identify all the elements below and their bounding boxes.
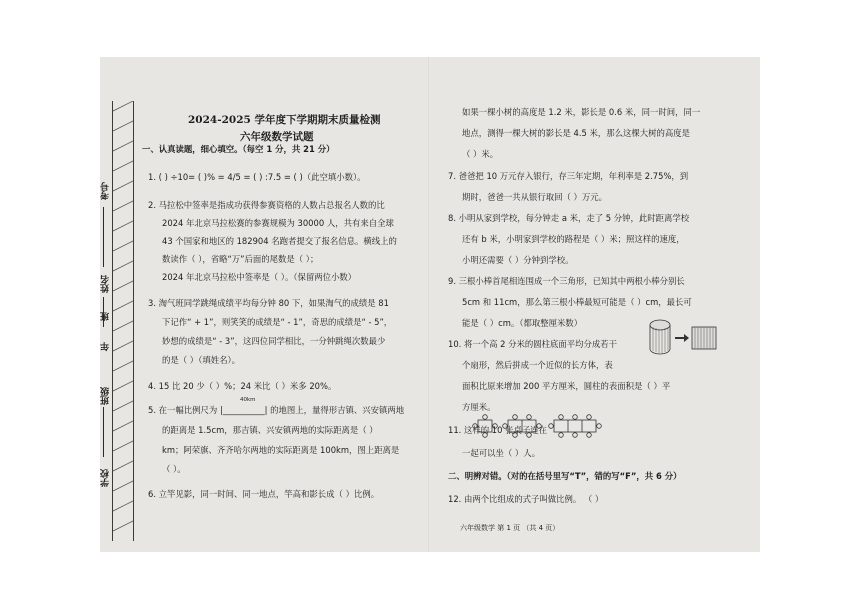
question-2-line-1: 2. 马拉松中签率是指成功获得参赛资格的人数占总报名人数的比 — [148, 200, 385, 210]
binding-margin — [112, 101, 134, 541]
question-9-line-2: 5cm 和 11cm，那么第三根小棒最短可能是（ ）cm，最长可 — [462, 297, 692, 307]
question-8-line-2: 还有 b 米，小明家到学校的路程是（ ）米；照这样的速度， — [462, 234, 685, 244]
label-banji: 班级 — [101, 387, 111, 405]
question-5-line-4: （ ）。 — [162, 464, 186, 474]
question-2-line-2: 2024 年北京马拉松赛的参赛规模为 30000 人，共有来自全球 — [162, 218, 394, 228]
question-6-cont-line-1: 如果一棵小树的高度是 1.2 米，影长是 0.6 米，同一时间，同一 — [462, 107, 701, 117]
question-7-line-2: 期时，爸爸一共从银行取回（ ）万元。 — [462, 192, 608, 202]
label-xingming: 姓名 — [101, 275, 111, 293]
question-8-line-1: 8. 小明从家到学校，每分钟走 a 米，走了 5 分钟，此时距离学校 — [448, 213, 690, 223]
question-3-line-2: 下记作“ + 1”，则笑笑的成绩是“ - 1”，奇思的成绩是“ - 5”， — [162, 317, 393, 327]
question-3-line-3: 妙想的成绩是“ - 3”，这四位同学相比，一分钟跳绳次数最少 — [162, 336, 386, 346]
question-2-line-4: 数读作（ ），省略“万”后面的尾数是（ ）； — [162, 254, 319, 264]
question-10-line-1: 10. 将一个高 2 分米的圆柱底面平均分成若干 — [448, 339, 618, 349]
kaohao-line — [103, 207, 104, 267]
question-5-line-1: 5. 在一幅比例尺为 |__________| 的地图上，量得形吉镇、兴安镇两地 — [148, 405, 405, 415]
question-2-line-5: 2024 年北京马拉松中签率是（ ）。（保留两位小数） — [162, 272, 357, 282]
page-fold — [428, 57, 430, 552]
question-12: 12. 由两个比组成的式子叫做比例。 （ ） — [448, 494, 604, 504]
question-3-line-4: 的是（ ）（填姓名）。 — [162, 355, 241, 365]
tables-seating-figure — [472, 412, 622, 440]
question-10-line-2: 个扇形，然后拼成一个近似的长方体，表 — [462, 360, 613, 370]
label-nian: 年 — [101, 342, 111, 351]
section-2-heading: 二、明辨对错。（对的在括号里写“T”，错的写“F”，共 6 分） — [448, 471, 682, 481]
question-9-line-3: 能是（ ）cm。（都取整厘米数） — [462, 318, 583, 328]
question-10-line-4: 方厘米。 — [462, 402, 496, 412]
question-6: 6. 立竿见影，同一时间、同一地点，竿高和影长成（ ）比例。 — [148, 489, 380, 499]
question-3-line-1: 3. 淘气班同学跳绳成绩平均每分钟 80 下，如果淘气的成绩是 81 — [148, 298, 389, 308]
label-ban: 班 — [101, 312, 111, 321]
question-10-line-3: 面积比原来增加 200 平方厘米，圆柱的表面积是（ ）平 — [462, 381, 671, 391]
question-8-line-3: 小明还需要（ ）分钟到学校。 — [462, 255, 574, 265]
cylinder-to-cuboid-figure — [648, 317, 718, 357]
question-4: 4. 15 比 20 少（ ）%；24 米比（ ）米多 20%。 — [148, 381, 337, 391]
page-footer: 六年级数学 第 1 页 （共 4 页） — [460, 524, 560, 532]
question-5-line-2: 的距离是 1.5cm，那吉镇、兴安镇两地的实际距离是（ ） — [162, 425, 378, 435]
question-9-line-1: 9. 三根小棒首尾相连围成一个三角形，已知其中两根小棒分别长 — [448, 276, 685, 286]
question-6-cont-line-3: （ ）米。 — [462, 149, 499, 159]
exam-title: 2024-2025 学年度下学期期末质量检测 — [188, 114, 381, 126]
question-5-line-3: km；阿荣旗、齐齐哈尔两地的实际距离是 100km，图上距离是 — [162, 445, 400, 455]
section-1-heading: 一、认真读题，细心填空。（每空 1 分，共 21 分） — [142, 144, 335, 154]
question-11-line-1: 11. 这样的 10 张桌子连在 — [448, 425, 547, 435]
question-6-cont-line-2: 地点，测得一棵大树的影长是 4.5 米，那么这棵大树的高度是 — [462, 128, 691, 138]
exam-paper — [100, 57, 760, 552]
exam-subtitle: 六年级数学试题 — [240, 131, 314, 143]
question-11-line-2: 一起可以坐（ ）人。 — [462, 448, 541, 458]
question-2-line-3: 43 个国家和地区的 182904 名跑者提交了报名信息。横线上的 — [162, 236, 397, 246]
binding-hatch — [113, 101, 133, 541]
label-xuexiao: 学校 — [101, 469, 111, 487]
question-1: 1. ( ) ÷10= ( )% = 4/5 = ( ) :7.5 = ( )（此空填小数）。 — [148, 172, 366, 182]
scale-bar-label: 40km — [240, 397, 256, 403]
question-7-line-1: 7. 爸爸把 10 万元存入银行，存三年定期，年利率是 2.75%，到 — [448, 171, 689, 181]
label-kaohao: 考号 — [101, 182, 111, 200]
banji-line — [103, 407, 104, 457]
